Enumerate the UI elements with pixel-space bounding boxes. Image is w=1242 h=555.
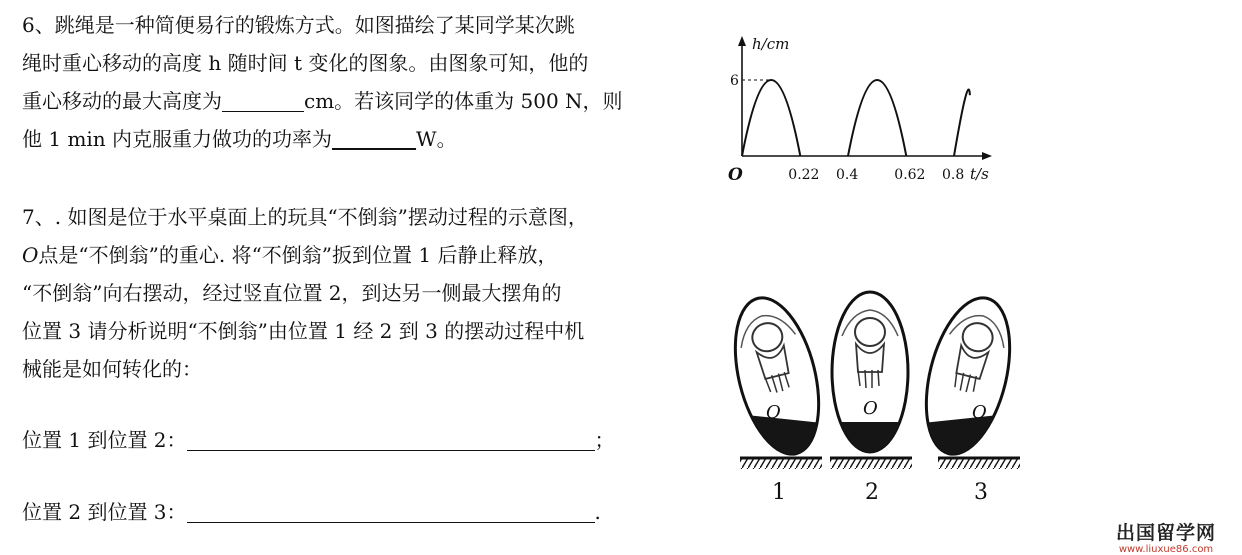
tumbler-position-2	[820, 292, 920, 462]
answer-blank-1-to-2[interactable]	[187, 428, 595, 451]
q7-line-3: “不倒翁”向右摆动，经过竖直位置 2，到达另一侧最大摆角的	[22, 281, 562, 305]
watermark-url: www.liuxue86.com	[1118, 544, 1214, 555]
y-tick-label: 6	[730, 73, 739, 89]
height-curve-segment-2	[848, 80, 906, 156]
q6-line-2: 绳时重心移动的高度 h 随时间 t 变化的图象。由图象可知，他的	[22, 51, 589, 75]
y-axis-label: h/cm	[752, 35, 790, 53]
x-tick-label: 0.8	[942, 167, 965, 183]
answer-row-1	[22, 424, 615, 453]
answer-1-end: ；	[594, 428, 615, 452]
q6-line-3	[22, 82, 712, 120]
y-axis-arrow-icon	[738, 36, 746, 46]
origin-label: O	[728, 165, 743, 185]
x-axis-arrow-icon	[982, 152, 992, 160]
tumbler-toy-figure	[730, 268, 1030, 508]
q7-line-2-rest: 点是“不倒翁”的重心. 将“不倒翁”扳到位置 1 后静止释放，	[38, 243, 558, 267]
q6-line-4	[22, 120, 712, 158]
q7-line-1: 7、. 如图是位于水平桌面上的玩具“不倒翁”摆动过程的示意图，	[22, 205, 588, 229]
table-surface-1	[740, 458, 822, 469]
center-of-gravity-label-3: O	[972, 402, 987, 423]
center-of-gravity-label-2: O	[863, 398, 878, 419]
watermark-logo	[1098, 518, 1234, 555]
answer-blank-power[interactable]	[332, 126, 416, 150]
height-curve-segment-1	[742, 80, 800, 156]
x-axis-label: t/s	[970, 165, 989, 183]
center-of-gravity-label-1: O	[766, 402, 781, 423]
x-tick-label: 0.22	[788, 167, 820, 183]
q6-line-1: 6、跳绳是一种简便易行的锻炼方式。如图描绘了某同学某次跳	[22, 13, 575, 37]
q6-line-4-post: W。	[416, 127, 457, 151]
q7-line-4: 位置 3 请分析说明“不倒翁”由位置 1 经 2 到 3 的摆动过程中机	[22, 319, 585, 343]
answer-row-2	[22, 496, 601, 525]
q7-point-o: O	[22, 243, 39, 267]
watermark-title: 出国留学网	[1115, 522, 1216, 544]
position-label-1: 1	[772, 480, 786, 505]
q6-line-3-pre: 重心移动的最大高度为	[22, 89, 222, 113]
height-curve-segment-3	[954, 89, 970, 156]
q6-line-3-post: cm。若该同学的体重为 500 N，则	[304, 89, 623, 113]
answer-blank-max-height[interactable]	[222, 89, 304, 112]
q6-line-4-pre: 他 1 min 内克服重力做功的功率为	[22, 127, 333, 151]
height-time-graph	[722, 30, 1002, 190]
table-surface-3	[938, 458, 1020, 469]
table-surface-2	[830, 458, 912, 469]
position-label-3: 3	[974, 480, 988, 505]
question-7	[22, 198, 712, 388]
answer-blank-2-to-3[interactable]	[187, 500, 595, 523]
position-label-2: 2	[865, 480, 879, 505]
q7-line-2	[22, 236, 712, 274]
question-6	[22, 6, 712, 158]
answer-2-label: 位置 2 到位置 3：	[22, 500, 187, 524]
x-tick-label: 0.62	[894, 167, 926, 183]
q7-line-5: 械能是如何转化的：	[22, 357, 202, 381]
x-tick-label: 0.4	[836, 167, 859, 183]
answer-2-end: .	[594, 500, 601, 524]
answer-1-label: 位置 1 到位置 2：	[22, 428, 187, 452]
